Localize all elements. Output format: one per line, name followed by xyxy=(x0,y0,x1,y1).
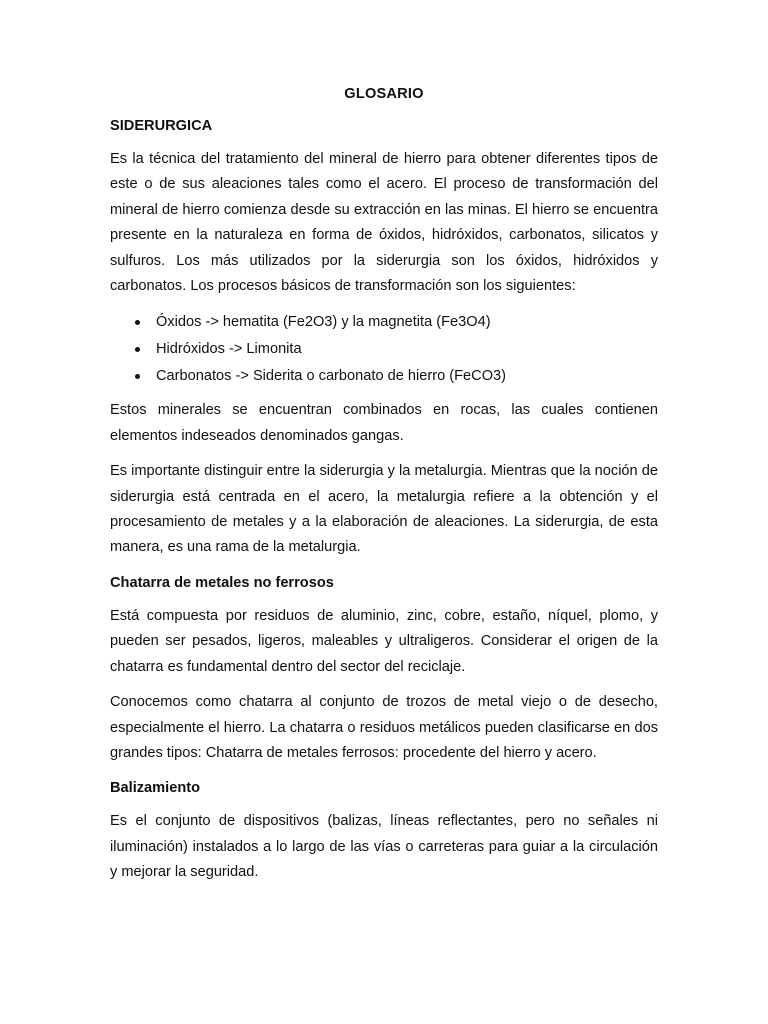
list-item xyxy=(156,336,658,363)
paragraph: Es el conjunto de dispositivos (balizas, líneas reflectantes, pero no señales ni iluminación) instalados a lo largo de las vías o carreteras para guiar a la circulación y mejorar la seguridad. xyxy=(110,813,658,881)
paragraph: Conocemos como chatarra al conjunto de trozos de metal viejo o de desecho, especialmente el hierro. La chatarra o residuos metálicos pueden clasificarse en dos grandes tipos: Chatarra de metales ferrosos: procedente del hierro y acero. xyxy=(110,694,658,761)
section-heading-chatarra: Chatarra de metales no ferrosos xyxy=(110,574,334,591)
list-item-text: Carbonatos -> Siderita o carbonato de hierro (FeCO3) xyxy=(156,368,507,385)
list-item xyxy=(156,309,658,336)
bullet-icon xyxy=(135,374,140,379)
list-item-text: Hidróxidos -> Limonita xyxy=(156,341,302,358)
paragraph: Es la técnica del tratamiento del mineral de hierro para obtener diferentes tipos de este o de sus aleaciones tales como el acero. El proceso de transformación del mineral de hierro comienza desde su extracción en las minas. El hierro se encuentra presente en la naturaleza en forma de óxidos, hidróxidos, carbonatos, silicatos y sulfuros. Los más utilizados por la siderurgia son los óxidos, hidróxidos y carbonatos. Los procesos básicos de transformación son los siguientes: xyxy=(110,151,658,295)
bullet-list xyxy=(110,309,658,390)
document-page xyxy=(110,82,658,896)
list-item-text: Óxidos -> hematita (Fe2O3) y la magnetita (Fe3O4) xyxy=(156,314,491,331)
section-heading-siderurgica: SIDERURGICA xyxy=(110,118,213,134)
bullet-icon xyxy=(135,320,140,325)
document-title: GLOSARIO xyxy=(344,86,424,102)
bullet-icon xyxy=(135,347,140,352)
list-item xyxy=(156,363,658,390)
paragraph: Es importante distinguir entre la siderurgia y la metalurgia. Mientras que la noción de siderurgia está centrada en el acero, la metalurgia refiere a la obtención y el procesamiento de metales y a la elaboración de aleaciones. La siderurgia, de esta manera, es una rama de la metalurgia. xyxy=(110,463,658,556)
section-heading-balizamiento: Balizamiento xyxy=(110,780,201,797)
paragraph: Estos minerales se encuentran combinados en rocas, las cuales contienen elementos indeseados denominados gangas. xyxy=(110,402,658,444)
paragraph: Está compuesta por residuos de aluminio, zinc, cobre, estaño, níquel, plomo, y pueden ser pesados, ligeros, maleables y ultraligeros. Considerar el origen de la chatarra es fundamental dentro del sector del reciclaje. xyxy=(110,607,658,675)
